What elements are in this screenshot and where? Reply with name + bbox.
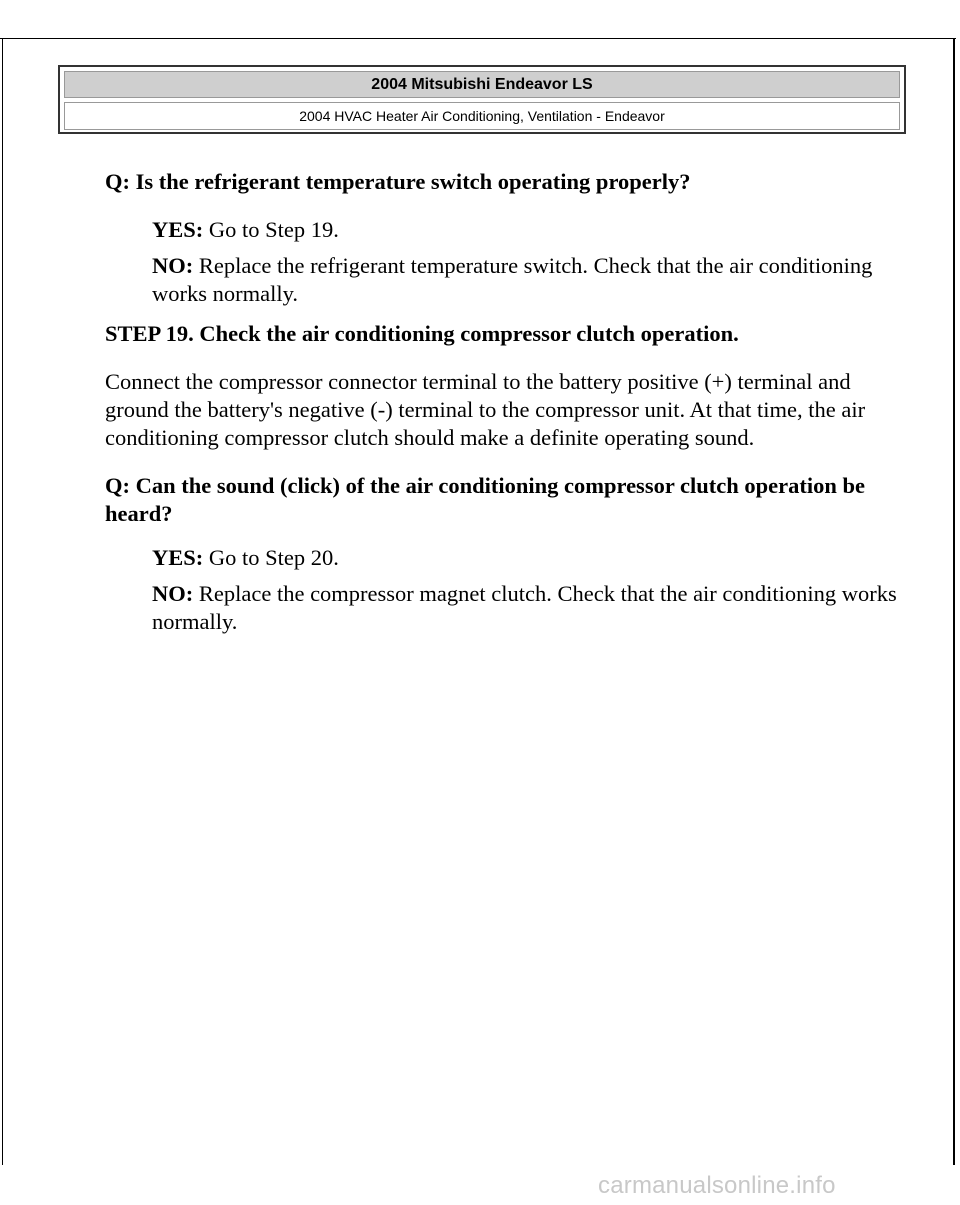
document-body	[105, 168, 905, 644]
header-subtitle: 2004 HVAC Heater Air Conditioning, Ventilation - Endeavor	[64, 102, 900, 130]
answer-yes-2	[152, 544, 905, 572]
question-clutch-sound: Q: Can the sound (click) of the air conditioning compressor clutch operation be heard?	[105, 473, 866, 526]
answer-no-2	[152, 580, 905, 636]
page-frame-right	[953, 38, 955, 1165]
no-label: NO:	[152, 581, 194, 606]
step-19-instructions: Connect the compressor connector terminal to the battery positive (+) terminal and ground the battery's negative (-) terminal to the compressor unit. At that time, the air conditioning compressor clutch should make a definite operating sound.	[105, 369, 866, 450]
answer-no-1	[152, 252, 905, 308]
no-text: Replace the compressor magnet clutch. Check that the air conditioning works normally.	[152, 581, 897, 634]
no-label: NO:	[152, 253, 194, 278]
no-text: Replace the refrigerant temperature switch. Check that the air conditioning works normally.	[152, 253, 873, 306]
yes-text: Go to Step 20.	[203, 545, 339, 570]
question-refrigerant-switch: Q: Is the refrigerant temperature switch operating properly?	[105, 169, 691, 194]
page-frame-top	[0, 38, 956, 39]
yes-label: YES:	[152, 217, 204, 242]
step-19-heading: STEP 19. Check the air conditioning compressor clutch operation.	[105, 321, 739, 346]
watermark-text: carmanualsonline.info	[598, 1172, 836, 1199]
yes-label: YES:	[152, 545, 204, 570]
page-frame-left	[2, 38, 3, 1165]
yes-text: Go to Step 19.	[203, 217, 339, 242]
answer-yes-1	[152, 216, 905, 244]
header-title: 2004 Mitsubishi Endeavor LS	[64, 71, 900, 98]
document-header	[58, 65, 906, 134]
